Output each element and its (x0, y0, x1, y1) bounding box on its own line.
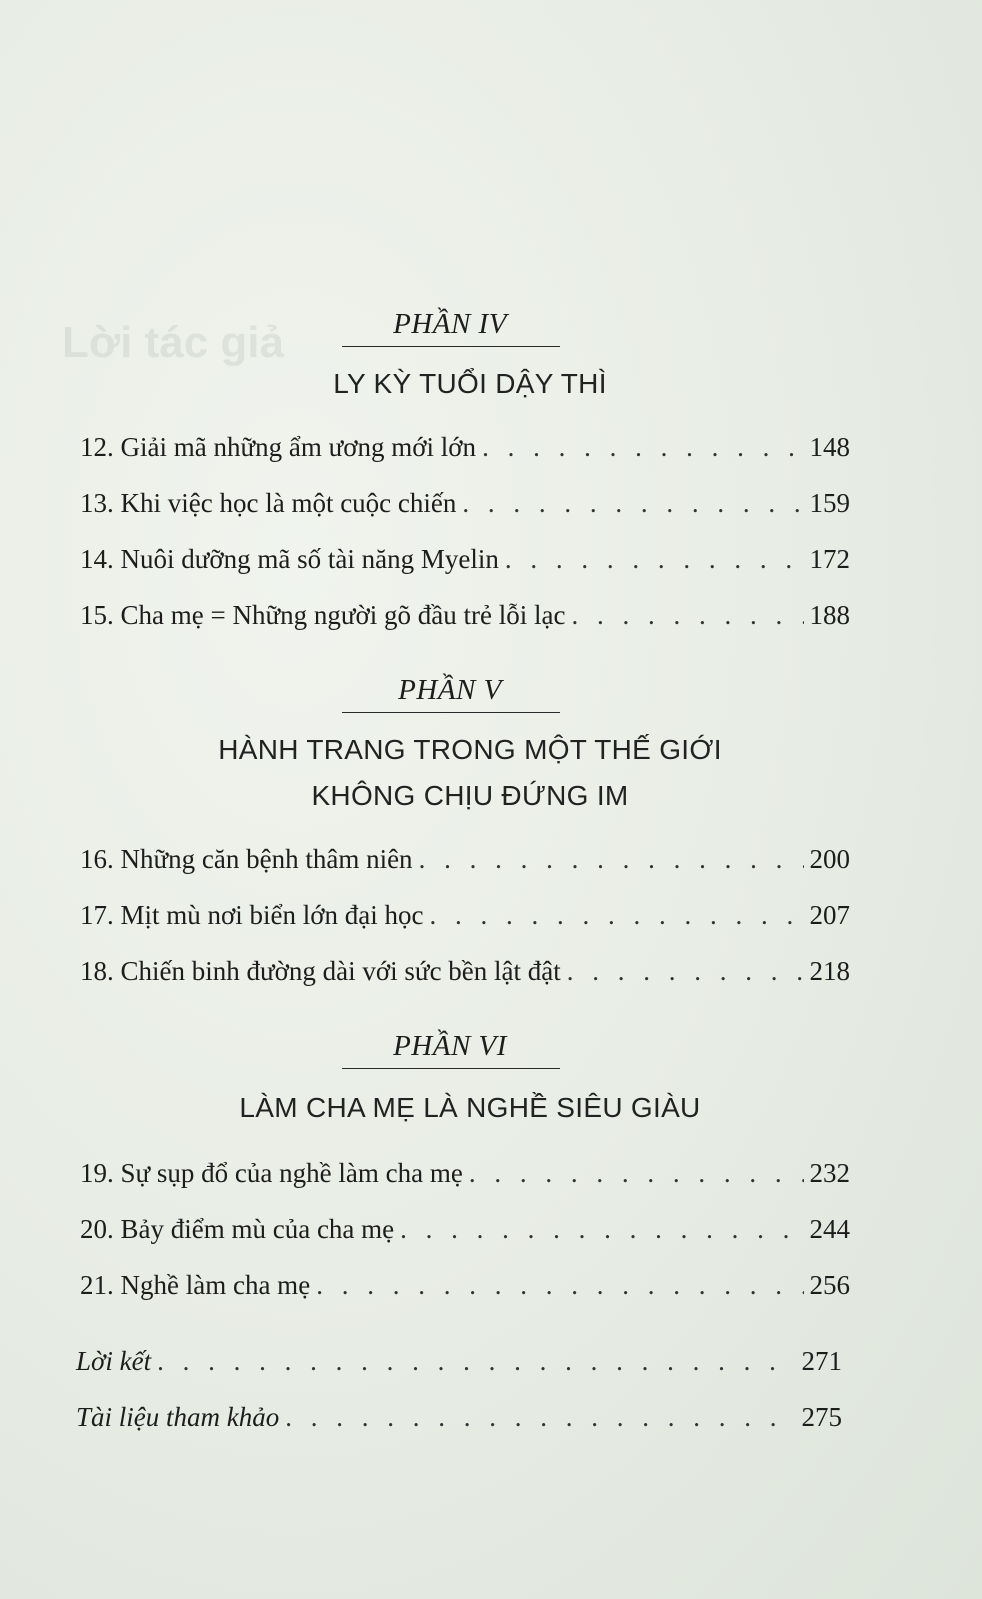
dot-leader (469, 1158, 804, 1189)
dot-leader (400, 1214, 803, 1245)
toc-entry[interactable] (80, 432, 850, 472)
toc-entry[interactable] (80, 900, 850, 940)
toc-entry-page: 188 (809, 600, 850, 630)
toc-entry-title: 13. Khi việc học là một cuộc chiến (80, 488, 457, 518)
toc-entry-page: 232 (809, 1158, 850, 1188)
toc-entry-title: 17. Mịt mù nơi biển lớn đại học (80, 900, 424, 930)
toc-entry-page: 256 (809, 1270, 850, 1300)
toc-entry-title: Tài liệu tham khảo (76, 1402, 280, 1432)
part-title: HÀNH TRANG TRONG MỘT THẾ GIỚI (218, 734, 722, 765)
toc-entry-title: 18. Chiến binh đường dài với sức bền lật đật (80, 956, 561, 986)
toc-entry[interactable] (80, 600, 850, 640)
dot-leader (316, 1270, 803, 1301)
part-label: PHẦN VI (393, 1030, 507, 1062)
dot-leader (571, 600, 803, 631)
toc-entry[interactable] (80, 844, 850, 884)
toc-entry-title: 20. Bảy điểm mù của cha mẹ (80, 1214, 395, 1244)
toc-entry-title: 19. Sự sụp đổ của nghề làm cha mẹ (80, 1158, 463, 1188)
toc-entry-page: 200 (809, 844, 850, 874)
dot-leader (430, 900, 804, 931)
bleed-through-heading: Lời tác giả (62, 318, 284, 367)
dot-leader (505, 544, 804, 575)
dot-leader (419, 844, 804, 875)
toc-entry[interactable] (80, 1158, 850, 1198)
toc-entry-page: 148 (809, 432, 850, 462)
toc-entry-page: 218 (809, 956, 850, 986)
toc-entry[interactable] (80, 1214, 850, 1254)
toc-entry[interactable] (80, 956, 850, 996)
toc-entry-title: 15. Cha mẹ = Những người gõ đầu trẻ lỗi lạc (80, 600, 566, 630)
toc-entry-page: 275 (801, 1402, 842, 1432)
toc-entry-title: 14. Nuôi dưỡng mã số tài năng Myelin (80, 544, 499, 574)
part-title: KHÔNG CHỊU ĐỨNG IM (311, 780, 629, 811)
part-rule (342, 712, 560, 713)
part-rule (342, 346, 560, 347)
toc-entry-page: 172 (809, 544, 850, 574)
part-rule (342, 1068, 560, 1069)
part-title: LY KỲ TUỔI DẬY THÌ (333, 368, 607, 399)
toc-entry-back-matter[interactable] (76, 1346, 842, 1386)
toc-entry[interactable] (80, 544, 850, 584)
toc-entry-back-matter[interactable] (76, 1402, 842, 1442)
toc-entry-title: 16. Những căn bệnh thâm niên (80, 844, 413, 874)
dot-leader (482, 432, 803, 463)
dot-leader (462, 488, 803, 519)
part-title: LÀM CHA MẸ LÀ NGHỀ SIÊU GIÀU (239, 1092, 701, 1123)
dot-leader (285, 1402, 795, 1433)
part-label: PHẦN IV (393, 308, 507, 340)
toc-entry-page: 271 (801, 1346, 842, 1376)
toc-entry-title: 21. Nghề làm cha mẹ (80, 1270, 311, 1300)
toc-entry-title: Lời kết (76, 1346, 152, 1376)
toc-entry-page: 244 (809, 1214, 850, 1244)
dot-leader (567, 956, 804, 987)
part-label: PHẦN V (398, 674, 502, 706)
toc-entry[interactable] (80, 1270, 850, 1310)
dot-leader (157, 1346, 795, 1377)
toc-entry-title: 12. Giải mã những ẩm ương mới lớn (80, 432, 477, 462)
toc-entry-page: 207 (809, 900, 850, 930)
toc-entry-page: 159 (809, 488, 850, 518)
toc-entry[interactable] (80, 488, 850, 528)
